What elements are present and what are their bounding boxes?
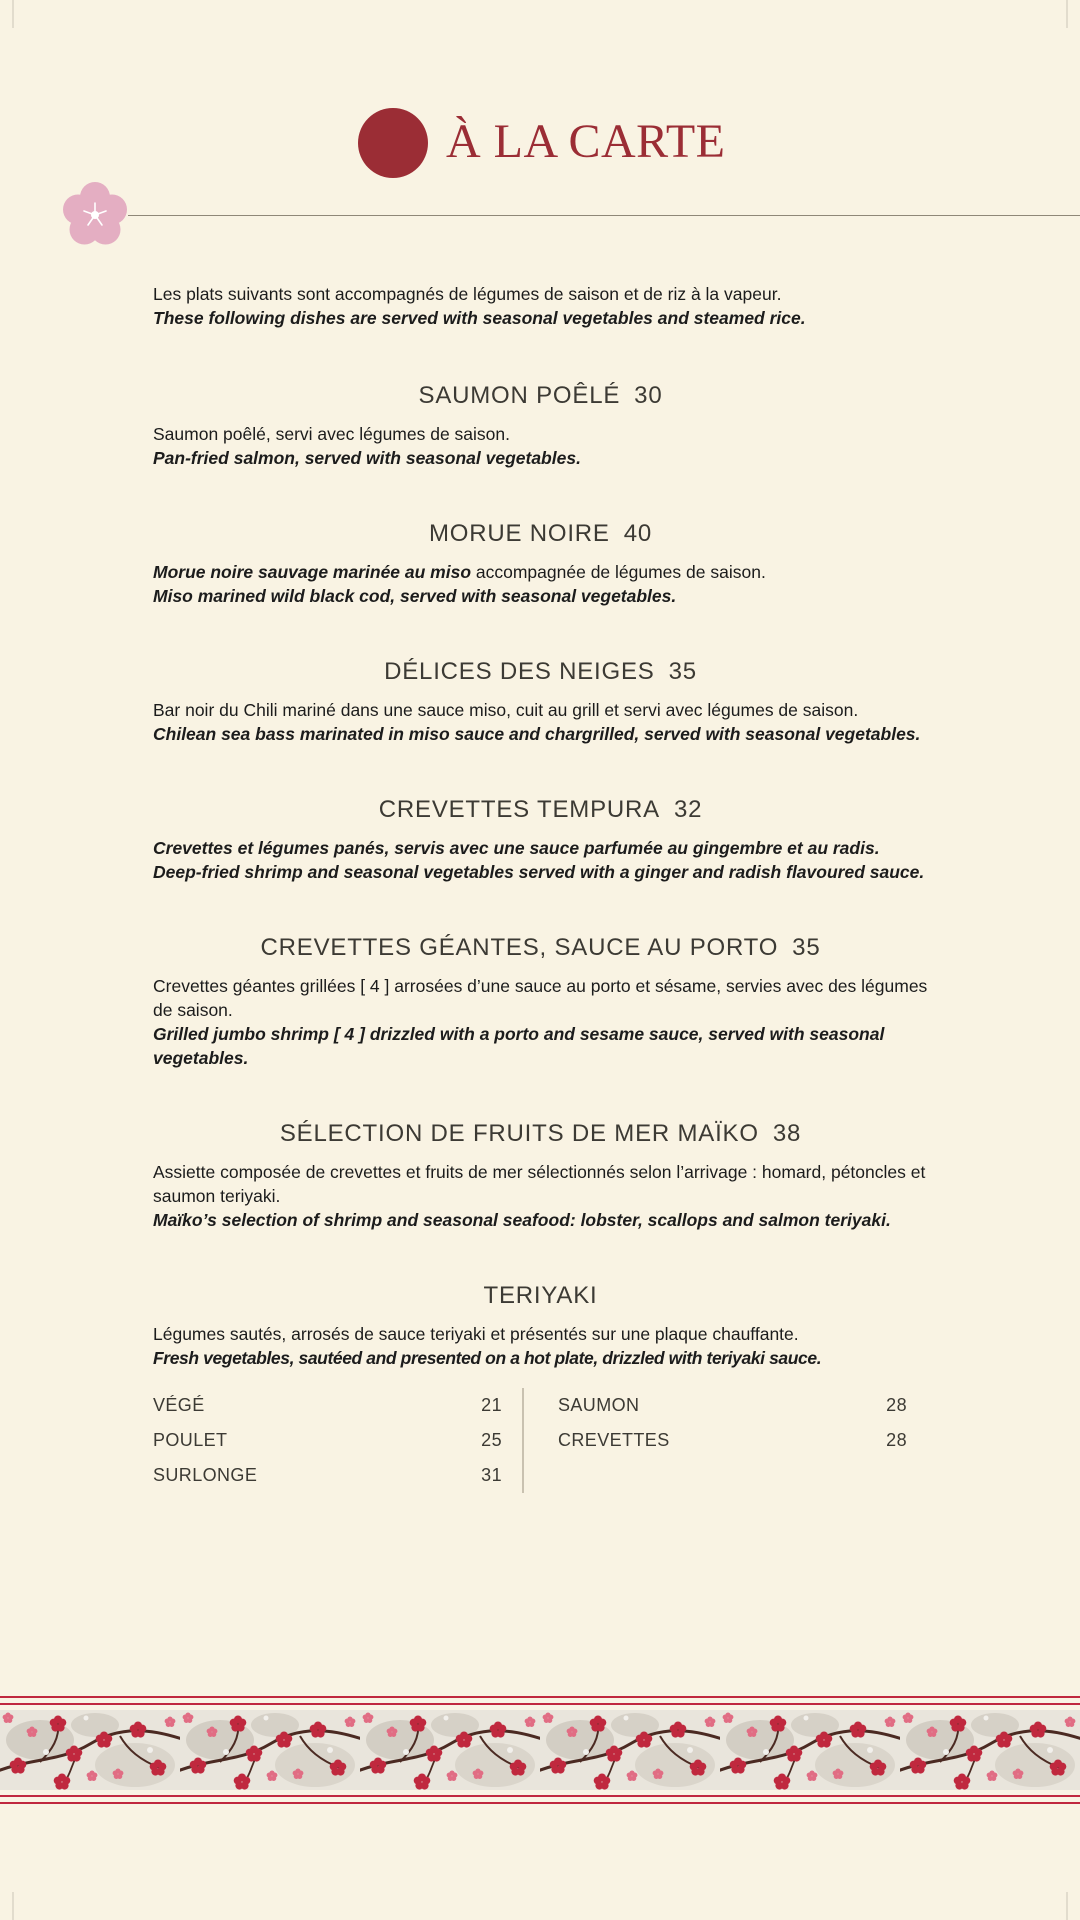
option-price: 28 [886,1395,907,1415]
item-description-english: Miso marined wild black cod, served with seasonal vegetables. [153,586,677,606]
item-description-french: Saumon poêlé, servi avec légumes de saison. [153,424,511,444]
teriyaki-price-table [153,1388,928,1493]
item-description-french: Bar noir du Chili mariné dans une sauce miso, cuit au grill et servi avec légumes de saison. [153,700,859,720]
price-row [558,1423,907,1458]
item-description-french: Crevettes géantes grillées [ 4 ] arrosées d’une sauce au porto et sésame, servies avec des légumes de saison. [153,976,928,1020]
menu-item-morue-noire [153,520,928,608]
item-description-english: Chilean sea bass marinated in miso sauce and chargrilled, served with seasonal vegetables. [153,724,921,744]
item-description-english: Maïko’s selection of shrimp and seasonal seafood: lobster, scallops and salmon teriyaki. [153,1210,891,1230]
item-heading [153,382,928,410]
menu-item-teriyaki [153,1282,928,1493]
option-label: SAUMON [558,1395,640,1415]
item-description-french: Assiette composée de crevettes et fruits de mer sélectionnés selon l’arrivage : homard, pétoncles et saumon teriyaki. [153,1162,926,1206]
red-circle-emblem [358,108,428,178]
item-description-french-emphasis: Morue noire sauvage marinée au miso [153,562,472,582]
item-name: CREVETTES GÉANTES, SAUCE AU PORTO [260,934,779,961]
item-price: 38 [772,1120,802,1147]
item-price: 40 [623,520,653,547]
option-price: 31 [481,1465,502,1485]
intro-english: These following dishes are served with seasonal vegetables and steamed rice. [153,308,806,328]
cherry-blossom-icon [58,178,132,252]
item-heading [153,796,928,824]
item-heading [153,1120,928,1148]
item-heading [153,1282,928,1310]
menu-item-crevettes-geantes [153,934,928,1070]
item-name: MORUE NOIRE [428,520,610,547]
menu-header [0,108,1080,188]
price-row [153,1458,502,1493]
item-description-french: Légumes sautés, arrosés de sauce teriyaki et présentés sur une plaque chauffante. [153,1324,799,1344]
item-price: 35 [792,934,821,961]
item-name: TERIYAKI [483,1282,598,1309]
intro-french: Les plats suivants sont accompagnés de légumes de saison et de riz à la vapeur. [153,284,782,304]
item-description-english: Fresh vegetables, sautéed and presented on a hot plate, drizzled with teriyaki sauce. [153,1348,822,1368]
cherry-blossom-border-band [0,1694,1080,1806]
crop-mark [12,1892,14,1920]
option-label: POULET [153,1430,228,1450]
price-row [153,1423,502,1458]
menu-item-selection-fruits-de-mer [153,1120,928,1232]
teriyaki-column-right [524,1388,907,1493]
crop-mark [12,0,14,28]
option-price: 21 [481,1395,502,1415]
teriyaki-column-left [153,1388,524,1493]
header-divider [128,215,1080,216]
crop-mark [1066,1892,1068,1920]
menu-item-delices-des-neiges [153,658,928,746]
item-description-french: Crevettes et légumes panés, servis avec une sauce parfumée au gingembre et au radis. [153,838,880,858]
item-description-english: Grilled jumbo shrimp [ 4 ] drizzled with a porto and sesame sauce, served with seasonal vegetables. [153,1024,885,1068]
page-title: À LA CARTE [446,115,726,168]
item-price: 32 [673,796,703,823]
item-name: SAUMON POÊLÉ [418,382,621,409]
item-name: DÉLICES DES NEIGES [384,658,655,685]
item-description-english: Pan-fried salmon, served with seasonal vegetables. [153,448,581,468]
option-label: CREVETTES [558,1430,670,1450]
price-row [558,1388,907,1423]
item-description-french [153,560,928,584]
item-description-english: Deep-fried shrimp and seasonal vegetables served with a ginger and radish flavoured sauce. [153,862,925,882]
item-heading [153,658,928,686]
option-label: VÉGÉ [153,1395,205,1415]
crop-mark [1066,0,1068,28]
price-row [153,1388,502,1423]
option-label: SURLONGE [153,1465,258,1485]
item-description-french-rest: accompagnée de légumes de saison. [471,562,766,582]
option-price: 28 [886,1430,907,1450]
item-price: 30 [634,382,663,409]
item-heading [153,520,928,548]
item-name: SÉLECTION DE FRUITS DE MER MAÏKO [279,1120,759,1147]
item-heading [153,934,928,962]
item-name: CREVETTES TEMPURA [378,796,660,823]
menu-item-saumon-poele [153,382,928,470]
menu-content [153,282,928,1493]
item-price: 35 [668,658,697,685]
menu-item-crevettes-tempura [153,796,928,884]
option-price: 25 [481,1430,502,1450]
intro-text [153,282,928,330]
